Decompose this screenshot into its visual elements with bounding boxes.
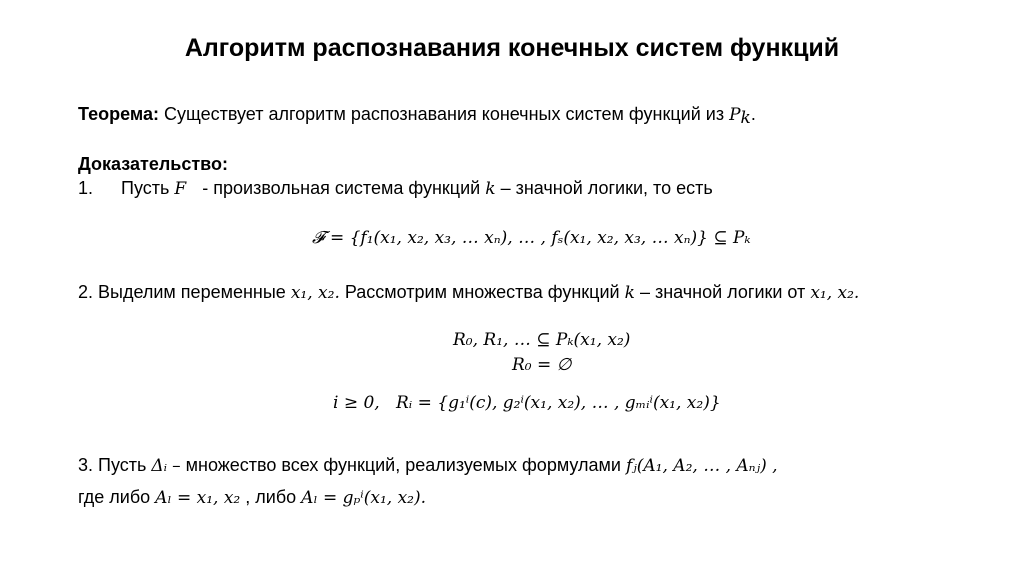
proof-label: Доказательство: — [78, 154, 228, 174]
step4-text-a: где либо — [78, 487, 151, 507]
theorem-end: . — [750, 104, 756, 124]
step3-text-b: множество всех функций, реализуемых формулами — [185, 455, 621, 475]
step3-text-a: 3. Пусть — [78, 455, 147, 475]
theorem-line — [78, 104, 756, 128]
step4-text-b: , либо — [245, 487, 297, 507]
step1-line — [78, 178, 713, 199]
equation-r0-empty: R₀ = ∅ — [512, 355, 572, 375]
equation-r-sets: R₀, R₁, … ⊆ Pₖ(x₁, x₂) — [453, 330, 631, 350]
step2-vars-2: x₁, x₂. — [810, 283, 860, 303]
step1-k: k — [485, 179, 496, 199]
step1-text-c: – значной логики, то есть — [500, 178, 713, 198]
theorem-label: Теорема: — [78, 104, 159, 124]
step2-text-a: 2. Выделим переменные — [78, 282, 286, 302]
step3-formula: fⱼ(A₁, A₂, … , Aₙⱼ) , — [625, 456, 778, 476]
step1-text-a: Пусть — [121, 178, 170, 198]
step2-text-b: Рассмотрим множества функций — [344, 282, 620, 302]
theorem-symbol: P — [729, 105, 741, 125]
step2-k: k — [624, 283, 635, 303]
step2-line — [78, 282, 859, 303]
step2-vars: x₁, x₂. — [290, 283, 340, 303]
step3-continuation — [78, 487, 426, 508]
step1-symbol: F — [174, 179, 187, 199]
equation-ri-definition: Rᵢ = {g₁ⁱ(c), g₂ⁱ(x₁, x₂), … , gₘᵢⁱ(x₁, x₂)} — [396, 393, 721, 413]
step3-delta: Δᵢ — [151, 456, 168, 476]
step2-text-c: – значной логики от — [639, 282, 806, 302]
step3-dash: – — [172, 456, 181, 476]
theorem-text: Существует алгоритм распознавания конечных систем функций из — [163, 104, 725, 124]
equation-ri-condition: i ≥ 0, — [333, 393, 380, 413]
step1-number: 1. — [78, 178, 94, 198]
step4-formula-2: Aₗ = gₚⁱ(x₁, x₂). — [301, 488, 427, 508]
theorem-symbol-sub: k — [740, 108, 751, 128]
equation-system-f: 𝓕 = {f₁(x₁, x₂, x₃, … xₙ), … , fₛ(x₁, x₂, x₃, … xₙ)} ⊆ Pₖ — [312, 228, 751, 248]
slide-title: Алгоритм распознавания конечных систем функций — [184, 34, 840, 62]
step3-line — [78, 455, 778, 476]
step1-text-b: - произвольная система функций — [202, 178, 481, 198]
step4-formula-1: Aₗ = x₁, x₂ — [155, 488, 241, 508]
